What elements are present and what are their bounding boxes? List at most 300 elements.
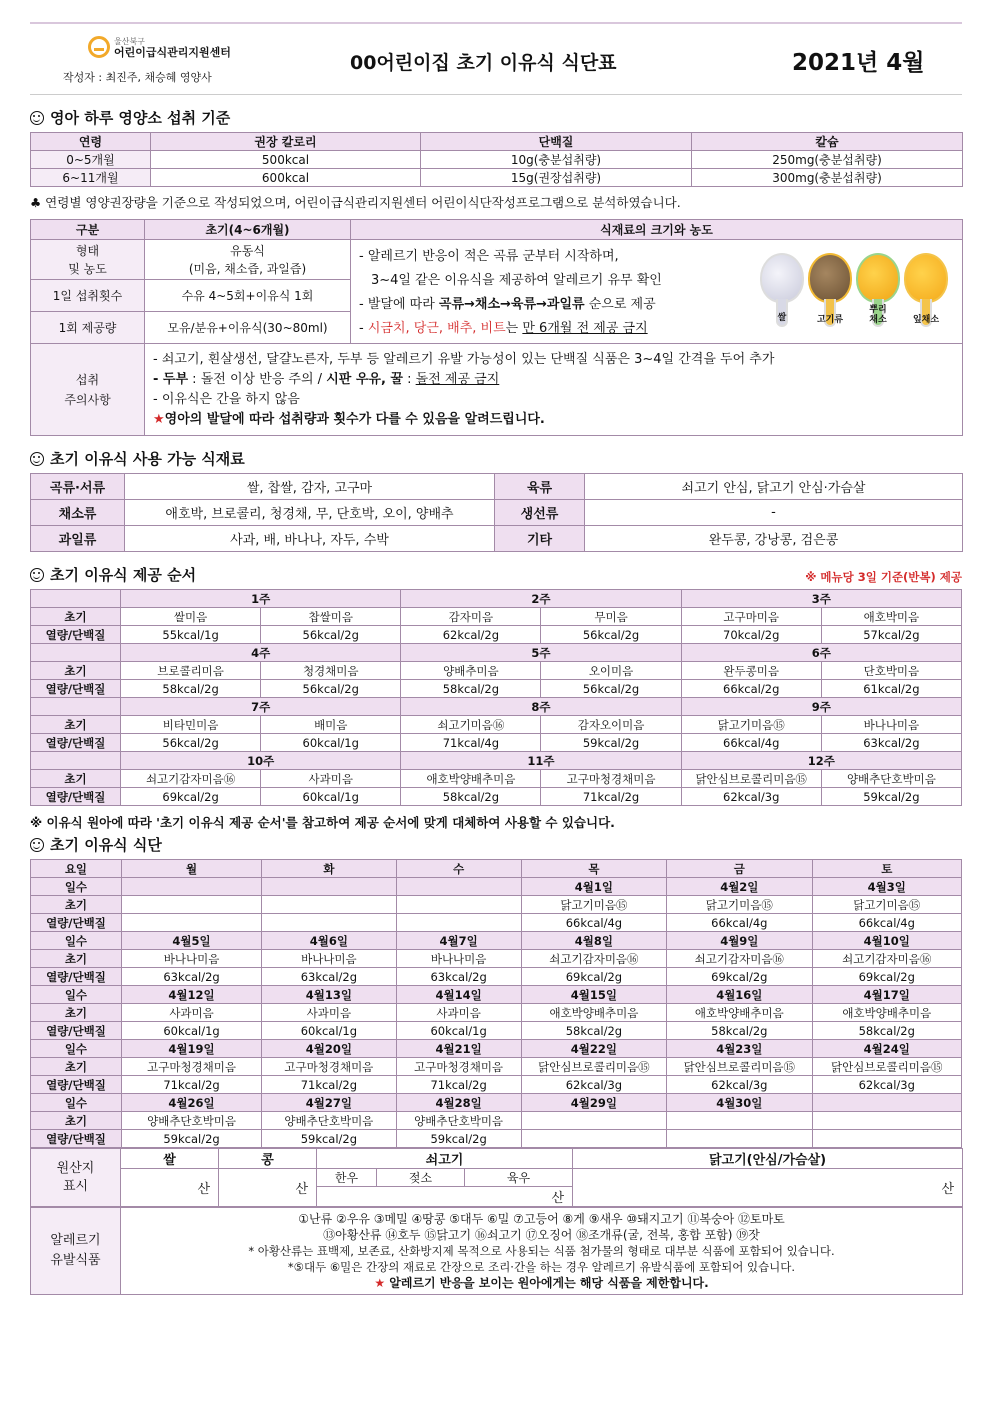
origin-hanwoo: 한우 [317, 1169, 377, 1187]
menu-row-label: 열량/단백질 [31, 1022, 122, 1040]
menu-kcal: 60kcal/1g [396, 1022, 521, 1040]
smiley-icon [30, 838, 44, 852]
menu-item: 사과미음 [396, 1004, 521, 1022]
menu-item: 바나나미음 [262, 950, 396, 968]
order-week-label: 4주 [121, 644, 401, 662]
menu-item [121, 896, 261, 914]
order-menu-item: 바나나미음 [821, 716, 961, 734]
menu-kcal: 71kcal/2g [121, 1076, 261, 1094]
order-menu-row [31, 716, 962, 734]
ingredient-items: - [585, 500, 963, 526]
menu-item: 바나나미음 [121, 950, 261, 968]
star-icon: ★ [153, 411, 165, 427]
origin-bean-header: 콩 [219, 1149, 317, 1169]
menu-date: 4월7일 [396, 932, 521, 950]
order-row-label: 열량/단백질 [31, 734, 121, 752]
order-week-label: 5주 [401, 644, 681, 662]
order-kcal-value: 56kcal/2g [261, 626, 401, 644]
guide-bullet-1b: 3~4일 같은 이유식을 제공하여 알레르기 유무 확인 [371, 273, 662, 288]
ingredient-row [31, 474, 963, 500]
order-menu-row [31, 662, 962, 680]
guide-header-texture: 식재료의 크기와 농도 [351, 220, 963, 240]
order-menu-item: 배미음 [261, 716, 401, 734]
guide-form-value: 유동식 [230, 243, 265, 258]
order-kcal-value: 62kcal/3g [681, 788, 821, 806]
ingredient-category: 기타 [495, 526, 585, 552]
smiley-icon [30, 568, 44, 582]
menu-kcal: 59kcal/2g [121, 1130, 261, 1148]
order-row-label: 초기 [31, 716, 121, 734]
menu-kcal: 59kcal/2g [262, 1130, 396, 1148]
allergy-table [30, 1207, 963, 1295]
menu-date [396, 878, 521, 896]
spoon-root-veg-image: 뿌리 채소 [856, 253, 900, 329]
smiley-icon [30, 452, 44, 466]
ingredient-items: 쌀, 찹쌀, 감자, 고구마 [125, 474, 495, 500]
menu-date: 4월13일 [262, 986, 396, 1004]
origin-chicken-header: 닭고기(안심/가슴살) [573, 1149, 963, 1169]
menu-item: 애호박양배추미음 [812, 1004, 962, 1022]
menu-item [521, 1112, 666, 1130]
order-week-blank [31, 698, 121, 716]
allergy-line-4: *⑤대두 ⑥밀은 간장의 재료로 간장으로 조리·간을 하는 경우 알레르기 유발식품에 포함되어 있습니다. [287, 1260, 796, 1274]
menu-kcal: 58kcal/2g [521, 1022, 666, 1040]
guide-portion-value: 모유/분유+이유식(30~80ml) [145, 312, 351, 344]
menu-item: 애호박양배추미음 [521, 1004, 666, 1022]
nutrition-cell: 600kcal [151, 169, 421, 187]
order-row-label: 초기 [31, 608, 121, 626]
order-kcal-value: 58kcal/2g [401, 788, 541, 806]
ingredient-category: 곡류·서류 [31, 474, 125, 500]
author: 작성자 : 최진주, 채승혜 영양사 [63, 71, 212, 84]
menu-kcal [667, 1130, 812, 1148]
header [30, 22, 962, 90]
order-menu-item: 쇠고기미음⑯ [401, 716, 541, 734]
caution-3: - 이유식은 간을 하지 않음 [153, 391, 300, 407]
order-footnote: ※ 이유식 원아에 따라 '초기 이유식 제공 순서'를 참고하여 제공 순서에 맞게 대체하여 사용할 수 있습니다. [30, 815, 615, 830]
order-kcal-value: 61kcal/2g [821, 680, 961, 698]
order-kcal-value: 55kcal/1g [121, 626, 261, 644]
menu-item-row [31, 950, 962, 968]
menu-date: 4월29일 [521, 1094, 666, 1112]
menu-day-header: 화 [262, 860, 396, 878]
menu-kcal: 60kcal/1g [262, 1022, 396, 1040]
order-kcal-value: 59kcal/2g [541, 734, 681, 752]
order-menu-item: 닭고기미음⑮ [681, 716, 821, 734]
spoon-rice-image: 쌀 [760, 253, 804, 329]
ingredients-table [30, 473, 963, 552]
nutrition-header-0: 연령 [31, 133, 151, 151]
ingredient-items: 완두콩, 강낭콩, 검은콩 [585, 526, 963, 552]
menu-day-header: 요일 [31, 860, 122, 878]
order-kcal-value: 58kcal/2g [121, 680, 261, 698]
order-kcal-value: 62kcal/2g [401, 626, 541, 644]
order-menu-item: 감자미음 [401, 608, 541, 626]
menu-row-label: 열량/단백질 [31, 968, 122, 986]
menu-kcal: 71kcal/2g [262, 1076, 396, 1094]
header-divider [30, 94, 962, 95]
order-week-label: 12주 [681, 752, 961, 770]
menu-kcal: 62kcal/3g [521, 1076, 666, 1094]
menu-kcal: 63kcal/2g [262, 968, 396, 986]
menu-kcal: 66kcal/4g [812, 914, 962, 932]
menu-day-header: 금 [667, 860, 812, 878]
order-week-label: 9주 [681, 698, 961, 716]
menu-date: 4월1일 [521, 878, 666, 896]
order-kcal-value: 60kcal/1g [261, 788, 401, 806]
order-kcal-value: 56kcal/2g [541, 626, 681, 644]
origin-rice-value: 산 [121, 1169, 219, 1207]
order-row-label: 초기 [31, 770, 121, 788]
menu-item: 쇠고기감자미음⑯ [812, 950, 962, 968]
logo-main-text: 어린이급식관리지원센터 [114, 46, 231, 59]
order-kcal-row [31, 788, 962, 806]
menu-row-label: 일수 [31, 932, 122, 950]
nutrition-header-1: 권장 칼로리 [151, 133, 421, 151]
order-kcal-value: 56kcal/2g [121, 734, 261, 752]
menu-day-header: 월 [121, 860, 261, 878]
menu-date-row [31, 1040, 962, 1058]
menu-date: 4월2일 [667, 878, 812, 896]
menu-item-row [31, 896, 962, 914]
menu-date-row [31, 932, 962, 950]
order-week-row [31, 644, 962, 662]
menu-kcal [396, 914, 521, 932]
menu-date: 4월16일 [667, 986, 812, 1004]
order-kcal-value: 60kcal/1g [261, 734, 401, 752]
order-kcal-value: 66kcal/2g [681, 680, 821, 698]
caution-1: - 쇠고기, 흰살생선, 달걀노른자, 두부 등 알레르기 유발 가능성이 있는 단백질 식품은 3~4일 간격을 두어 추가 [153, 351, 775, 367]
order-kcal-value: 56kcal/2g [261, 680, 401, 698]
spoon-images [760, 253, 948, 329]
ingredient-category: 육류 [495, 474, 585, 500]
order-kcal-row [31, 734, 962, 752]
nutrition-section-title: 영아 하루 영양소 섭취 기준 [30, 107, 962, 128]
nutrition-header-2: 단백질 [421, 133, 692, 151]
menu-day-header: 토 [812, 860, 962, 878]
menu-row-label: 일수 [31, 986, 122, 1004]
nutrition-cell: 500kcal [151, 151, 421, 169]
menu-item: 사과미음 [121, 1004, 261, 1022]
menu-date: 4월23일 [667, 1040, 812, 1058]
order-kcal-value: 59kcal/2g [821, 788, 961, 806]
menu-row-label: 열량/단백질 [31, 1076, 122, 1094]
nutrition-header-3: 칼슘 [692, 133, 963, 151]
order-menu-item: 애호박미음 [821, 608, 961, 626]
menu-date: 4월5일 [121, 932, 261, 950]
menu-section-title: 초기 이유식 식단 [30, 834, 962, 855]
guide-header-stage: 초기(4~6개월) [145, 220, 351, 240]
menu-row-label: 일수 [31, 1040, 122, 1058]
order-menu-item: 브로콜리미음 [121, 662, 261, 680]
menu-date-row [31, 1094, 962, 1112]
menu-kcal: 59kcal/2g [396, 1130, 521, 1148]
caution-4: ★영아의 발달에 따라 섭취량과 횟수가 다를 수 있음을 알려드립니다. [153, 411, 545, 427]
caution-2: - 두부 : 돌전 이상 반응 주의 / 시판 우유, 꿀 : 돌전 제공 금지 [153, 371, 500, 387]
menu-kcal: 69kcal/2g [812, 968, 962, 986]
order-week-label: 2주 [401, 590, 681, 608]
menu-kcal: 66kcal/4g [521, 914, 666, 932]
order-row-label: 열량/단백질 [31, 680, 121, 698]
menu-kcal: 62kcal/3g [667, 1076, 812, 1094]
guide-header-category: 구분 [31, 220, 145, 240]
menu-kcal-row [31, 968, 962, 986]
order-menu-item: 쇠고기감자미음⑯ [121, 770, 261, 788]
menu-date-row [31, 986, 962, 1004]
order-kcal-row [31, 680, 962, 698]
order-kcal-value: 66kcal/4g [681, 734, 821, 752]
logo-icon [88, 36, 110, 58]
menu-date-row [31, 878, 962, 896]
guide-portion-label: 1회 제공량 [31, 312, 145, 344]
center-logo [88, 36, 231, 58]
origin-beef-value: 산 [317, 1187, 573, 1207]
menu-item [667, 1112, 812, 1130]
menu-kcal-row [31, 1022, 962, 1040]
menu-date [262, 878, 396, 896]
order-menu-item: 닭안심브로콜리미음⑮ [681, 770, 821, 788]
order-menu-item: 고구마미음 [681, 608, 821, 626]
allergy-label: 알레르기 유발식품 [31, 1208, 121, 1295]
menu-row-label: 열량/단백질 [31, 1130, 122, 1148]
origin-beef-header: 쇠고기 [317, 1149, 573, 1169]
order-kcal-value: 56kcal/2g [541, 680, 681, 698]
menu-kcal: 71kcal/2g [396, 1076, 521, 1094]
order-menu-item: 단호박미음 [821, 662, 961, 680]
menu-days-header [31, 860, 962, 878]
order-table [30, 589, 962, 806]
menu-date: 4월26일 [121, 1094, 261, 1112]
order-menu-item: 완두콩미음 [681, 662, 821, 680]
ingredients-section-title: 초기 이유식 사용 가능 식재료 [30, 448, 962, 469]
menu-item [396, 896, 521, 914]
menu-item: 쇠고기감자미음⑯ [667, 950, 812, 968]
order-menu-item: 비타민미음 [121, 716, 261, 734]
menu-row-label: 열량/단백질 [31, 914, 122, 932]
ingredient-category: 생선류 [495, 500, 585, 526]
menu-date: 4월3일 [812, 878, 962, 896]
menu-item: 닭고기미음⑮ [667, 896, 812, 914]
order-week-label: 3주 [681, 590, 961, 608]
guide-form-detail: (미음, 채소즙, 과일즙) [188, 261, 307, 276]
menu-item: 닭고기미음⑮ [521, 896, 666, 914]
menu-kcal: 66kcal/4g [667, 914, 812, 932]
menu-date: 4월27일 [262, 1094, 396, 1112]
page-title: 00어린이집 초기 이유식 식단표 [350, 52, 617, 74]
order-week-blank [31, 644, 121, 662]
menu-item [812, 1112, 962, 1130]
ingredient-row [31, 500, 963, 526]
menu-kcal: 69kcal/2g [521, 968, 666, 986]
menu-date: 4월15일 [521, 986, 666, 1004]
menu-kcal: 63kcal/2g [121, 968, 261, 986]
order-menu-item: 무미음 [541, 608, 681, 626]
menu-item: 쇠고기감자미음⑯ [521, 950, 666, 968]
order-section-title: 초기 이유식 제공 순서 ※ 메뉴당 3일 기준(반복) 제공 [30, 564, 962, 585]
order-menu-item: 양배추단호박미음 [821, 770, 961, 788]
order-kcal-value: 57kcal/2g [821, 626, 961, 644]
menu-kcal: 58kcal/2g [812, 1022, 962, 1040]
guide-bullet-3: - 시금치, 당근, 배추, 비트는 만 6개월 전 제공 금지 [359, 321, 648, 336]
menu-item: 고구마청경채미음 [121, 1058, 261, 1076]
menu-item: 애호박양배추미음 [667, 1004, 812, 1022]
order-menu-row [31, 608, 962, 626]
order-week-label: 8주 [401, 698, 681, 716]
allergy-line-3: * 아황산류는 표백제, 보존료, 산화방지제 목적으로 사용되는 식품 첨가물의 형태로 대부분 식품에 포함되어 있습니다. [248, 1244, 835, 1258]
order-menu-item: 청경채미음 [261, 662, 401, 680]
order-menu-item: 찹쌀미음 [261, 608, 401, 626]
origin-bean-value: 산 [219, 1169, 317, 1207]
ingredient-category: 채소류 [31, 500, 125, 526]
spoon-meat-image: 고기류 [808, 253, 852, 329]
origin-table [30, 1148, 963, 1207]
order-row-label: 초기 [31, 662, 121, 680]
menu-day-header: 수 [396, 860, 521, 878]
nutrition-cell: 300mg(충분섭취량) [692, 169, 963, 187]
guide-caution-label: 섭취 주의사항 [31, 344, 145, 436]
menu-date: 4월24일 [812, 1040, 962, 1058]
menu-row-label: 초기 [31, 896, 122, 914]
menu-date: 4월6일 [262, 932, 396, 950]
menu-date: 4월28일 [396, 1094, 521, 1112]
order-kcal-value: 63kcal/2g [821, 734, 961, 752]
menu-kcal: 69kcal/2g [667, 968, 812, 986]
menu-date: 4월30일 [667, 1094, 812, 1112]
menu-kcal [812, 1130, 962, 1148]
order-kcal-value: 70kcal/2g [681, 626, 821, 644]
menu-item: 닭안심브로콜리미음⑮ [667, 1058, 812, 1076]
guide-form-label: 형태 및 농도 [31, 240, 145, 280]
menu-kcal [521, 1130, 666, 1148]
menu-date: 4월8일 [521, 932, 666, 950]
order-kcal-value: 71kcal/4g [401, 734, 541, 752]
menu-kcal [262, 914, 396, 932]
smiley-icon [30, 111, 44, 125]
order-week-blank [31, 752, 121, 770]
menu-item: 양배추단호박미음 [396, 1112, 521, 1130]
menu-item: 사과미음 [262, 1004, 396, 1022]
menu-item-row [31, 1058, 962, 1076]
menu-date: 4월22일 [521, 1040, 666, 1058]
menu-date: 4월14일 [396, 986, 521, 1004]
allergy-line-2: ⑬아황산류 ⑭호두 ⑮닭고기 ⑯쇠고기 ⑰오징어 ⑱조개류(굴, 전복, 홍합 포함) ⑲잣 [323, 1228, 760, 1242]
menu-item: 양배추단호박미음 [121, 1112, 261, 1130]
menu-item-row [31, 1004, 962, 1022]
menu-kcal: 60kcal/1g [121, 1022, 261, 1040]
order-kcal-value: 71kcal/2g [541, 788, 681, 806]
guide-frequency-label: 1일 섭취횟수 [31, 280, 145, 312]
allergy-line-1: ①난류 ②우유 ③메밀 ④땅콩 ⑤대두 ⑥밀 ⑦고등어 ⑧게 ⑨새우 ⑩돼지고기 ⑪복숭아 ⑫토마토 [298, 1212, 785, 1226]
nutrition-note: ♣ 연령별 영양권장량을 기준으로 작성되었으며, 어린이급식관리지원센터 어린이식단작성프로그램으로 분석하였습니다. [30, 195, 681, 210]
order-menu-item: 양배추미음 [401, 662, 541, 680]
order-menu-row [31, 770, 962, 788]
menu-date: 4월12일 [121, 986, 261, 1004]
order-row-label: 열량/단백질 [31, 626, 121, 644]
order-menu-item: 오이미음 [541, 662, 681, 680]
menu-table [30, 859, 962, 1148]
menu-row-label: 초기 [31, 1058, 122, 1076]
order-menu-item: 고구마청경채미음 [541, 770, 681, 788]
order-menu-item: 사과미음 [261, 770, 401, 788]
order-week-label: 6주 [681, 644, 961, 662]
menu-row-label: 초기 [31, 1112, 122, 1130]
menu-kcal [121, 914, 261, 932]
menu-date [121, 878, 261, 896]
order-menu-item: 쌀미음 [121, 608, 261, 626]
menu-row-label: 초기 [31, 950, 122, 968]
menu-item: 닭안심브로콜리미음⑮ [521, 1058, 666, 1076]
spoon-leafy-veg-image: 잎채소 [904, 253, 948, 329]
menu-row-label: 일수 [31, 878, 122, 896]
star-icon: ★ [374, 1276, 386, 1290]
guide-bullet-2: - 발달에 따라 곡류→채소→육류→과일류 순으로 제공 [359, 297, 656, 312]
ingredient-items: 애호박, 브로콜리, 청경채, 무, 단호박, 오이, 양배추 [125, 500, 495, 526]
menu-row-label: 일수 [31, 1094, 122, 1112]
logo-small-text: 울산북구 [114, 37, 145, 46]
origin-rice-header: 쌀 [121, 1149, 219, 1169]
allergy-line-5: ★ 알레르기 반응을 보이는 원아에게는 해당 식품을 제한합니다. [374, 1276, 709, 1290]
menu-date: 4월21일 [396, 1040, 521, 1058]
page [30, 22, 962, 1295]
nutrition-cell: 10g(충분섭취량) [421, 151, 692, 169]
menu-kcal-row [31, 1076, 962, 1094]
menu-kcal-row [31, 1130, 962, 1148]
menu-kcal: 63kcal/2g [396, 968, 521, 986]
origin-label: 원산지 표시 [31, 1149, 121, 1207]
order-kcal-row [31, 626, 962, 644]
nutrition-row [31, 151, 963, 169]
menu-item [262, 896, 396, 914]
order-row-label: 열량/단백질 [31, 788, 121, 806]
menu-kcal-row [31, 914, 962, 932]
ingredient-category: 과일류 [31, 526, 125, 552]
menu-item-row [31, 1112, 962, 1130]
order-week-row [31, 590, 962, 608]
ingredient-items: 사과, 배, 바나나, 자두, 수박 [125, 526, 495, 552]
order-week-label: 7주 [121, 698, 401, 716]
menu-date: 4월17일 [812, 986, 962, 1004]
origin-jeotso: 젖소 [377, 1169, 465, 1187]
order-week-row [31, 752, 962, 770]
menu-date [812, 1094, 962, 1112]
order-kcal-value: 69kcal/2g [121, 788, 261, 806]
menu-item: 바나나미음 [396, 950, 521, 968]
menu-date: 4월9일 [667, 932, 812, 950]
order-week-label: 10주 [121, 752, 401, 770]
order-week-label: 1주 [121, 590, 401, 608]
origin-chicken-value: 산 [573, 1169, 963, 1207]
menu-kcal: 58kcal/2g [667, 1022, 812, 1040]
order-kcal-value: 58kcal/2g [401, 680, 541, 698]
order-week-blank [31, 590, 121, 608]
nutrition-cell: 15g(권장섭취량) [421, 169, 692, 187]
nutrition-table [30, 132, 963, 187]
nutrition-cell: 0~5개월 [31, 151, 151, 169]
menu-kcal: 62kcal/3g [812, 1076, 962, 1094]
order-note: ※ 메뉴당 3일 기준(반복) 제공 [805, 570, 962, 584]
order-menu-item: 감자오이미음 [541, 716, 681, 734]
menu-item: 양배추단호박미음 [262, 1112, 396, 1130]
nutrition-row [31, 169, 963, 187]
ingredient-items: 쇠고기 안심, 닭고기 안심·가슴살 [585, 474, 963, 500]
ingredient-row [31, 526, 963, 552]
menu-date: 4월19일 [121, 1040, 261, 1058]
order-week-row [31, 698, 962, 716]
menu-date: 4월20일 [262, 1040, 396, 1058]
page-month: 2021년 4월 [792, 50, 925, 76]
menu-date: 4월10일 [812, 932, 962, 950]
guide-frequency-value: 수유 4~5회+이유식 1회 [145, 280, 351, 312]
